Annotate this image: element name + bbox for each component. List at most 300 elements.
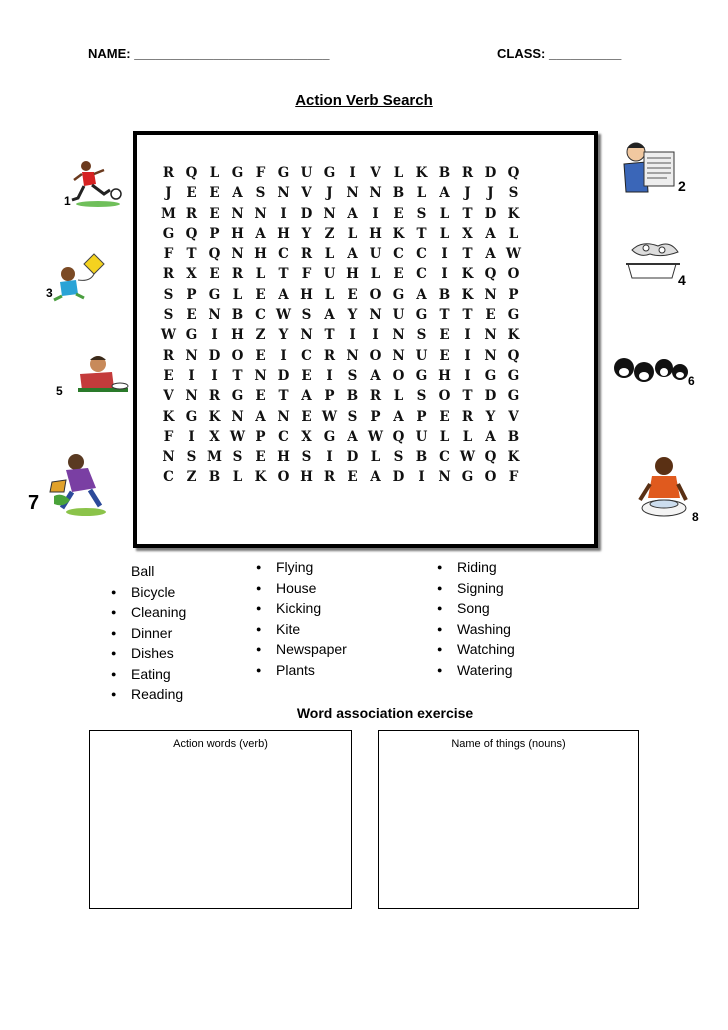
grid-letter[interactable]: N [484,327,497,344]
grid-letter[interactable]: Z [255,327,266,344]
picture-number: 8 [692,510,699,524]
grid-letter[interactable]: I [464,327,471,344]
grid-letter[interactable]: U [369,246,382,263]
grid-letter[interactable]: N [392,327,405,344]
grid-letter[interactable]: A [370,469,381,486]
grid-letter[interactable]: C [163,469,174,486]
grid-letter[interactable]: E [393,266,404,283]
grid-letter[interactable]: L [416,185,427,202]
grid-letter[interactable]: T [278,388,289,405]
grid-letter[interactable]: K [254,469,267,486]
grid-letter[interactable]: N [277,185,290,202]
grid-letter[interactable]: H [438,367,451,384]
grid-letter[interactable]: G [392,286,405,303]
grid-letter[interactable]: S [347,367,358,384]
grid-letter[interactable]: I [418,469,425,486]
grid-letter[interactable]: P [186,286,197,303]
grid-letter[interactable]: I [349,327,356,344]
grid-letter[interactable]: G [162,225,175,242]
grid-letter[interactable]: G [231,388,244,405]
grid-letter[interactable]: A [255,408,266,425]
grid-letter[interactable]: E [186,185,197,202]
bullet-icon: ● [437,623,443,634]
grid-letter[interactable]: W [275,307,292,324]
grid-letter[interactable]: N [346,185,359,202]
grid-letter[interactable]: L [255,266,266,283]
grid-letter[interactable]: K [208,408,221,425]
grid-letter[interactable]: R [461,165,474,181]
grid-letter[interactable]: K [507,449,520,466]
grid-letter[interactable]: V [301,185,312,202]
grid-letter[interactable]: B [346,388,359,405]
grid-letter[interactable]: I [441,246,448,263]
grid-letter[interactable]: S [163,307,174,324]
grid-letter[interactable]: H [231,225,244,242]
grid-letter[interactable]: A [347,205,358,222]
grid-letter[interactable]: H [300,469,313,486]
washing-icon [622,236,684,284]
word-list-item [107,582,186,603]
grid-letter[interactable]: A [370,367,381,384]
grid-letter[interactable]: E [439,347,450,364]
grid-letter[interactable]: L [508,225,519,242]
grid-row [157,244,525,264]
grid-letter[interactable]: G [415,307,428,324]
grid-letter[interactable]: K [507,205,520,222]
grid-letter[interactable]: E [485,307,496,324]
grid-letter[interactable]: O [277,469,290,486]
grid-letter[interactable]: A [324,307,335,324]
grid-letter[interactable]: S [232,449,243,466]
grid-letter[interactable]: N [208,307,221,324]
grid-letter[interactable]: R [323,469,336,486]
nouns-box-label: Name of things (nouns) [451,738,566,750]
grid-letter[interactable]: N [346,347,359,364]
grid-letter[interactable]: G [484,367,497,384]
grid-letter[interactable]: D [484,165,497,181]
grid-letter[interactable]: G [231,165,244,181]
word: Dishes [131,645,174,661]
grid-letter[interactable]: A [347,428,358,445]
grid-letter[interactable]: W [367,428,384,445]
word-search-grid [157,163,525,488]
grid-letter[interactable]: A [485,225,496,242]
grid-letter[interactable]: T [462,205,473,222]
word: Kicking [276,600,322,616]
grid-letter[interactable]: Y [278,327,289,344]
grid-letter[interactable]: D [277,367,290,384]
grid-letter[interactable]: N [185,347,198,364]
grid-letter[interactable]: R [185,205,198,222]
grid-letter[interactable]: O [438,388,451,405]
grid-letter[interactable]: T [186,246,197,263]
grid-letter[interactable]: O [369,286,382,303]
grid-row [157,346,525,366]
grid-letter[interactable]: P [370,408,381,425]
grid-letter[interactable]: E [163,367,174,384]
grid-letter[interactable]: H [346,266,359,283]
grid-letter[interactable]: L [370,266,381,283]
grid-letter[interactable]: H [254,246,267,263]
word-list-column-3 [433,557,515,680]
grid-letter[interactable]: T [462,388,473,405]
grid-letter[interactable]: R [162,165,175,181]
grid-letter[interactable]: A [485,428,496,445]
grid-letter[interactable]: C [416,246,427,263]
grid-letter[interactable]: G [415,367,428,384]
page-title: Action Verb Search [295,92,433,109]
grid-letter[interactable]: N [300,327,313,344]
grid-letter[interactable]: F [301,266,312,283]
grid-letter[interactable]: D [208,347,221,364]
grid-letter[interactable]: C [301,347,312,364]
class-field-label: CLASS: __________ [497,46,622,61]
grid-letter[interactable]: E [347,286,358,303]
grid-letter[interactable]: R [162,347,175,364]
grid-letter[interactable]: H [300,286,313,303]
grid-letter[interactable]: C [255,307,266,324]
bullet-icon: ● [111,648,117,658]
grid-letter[interactable]: M [207,449,222,466]
grid-letter[interactable]: Y [301,225,312,242]
grid-letter[interactable]: R [162,266,175,283]
grid-letter[interactable]: F [163,428,174,445]
grid-letter[interactable]: A [439,185,450,202]
grid-letter[interactable]: B [231,307,244,324]
grid-letter[interactable]: S [301,307,312,324]
grid-letter[interactable]: K [507,327,520,344]
grid-letter[interactable]: O [369,347,382,364]
grid-letter[interactable]: D [484,205,497,222]
grid-letter[interactable]: Q [484,266,497,283]
grid-letter[interactable]: S [416,388,427,405]
grid-letter[interactable]: I [280,347,287,364]
grid-letter[interactable]: E [209,266,220,283]
grid-letter[interactable]: G [323,165,336,181]
grid-letter[interactable]: R [369,388,382,405]
grid-letter[interactable]: E [393,205,404,222]
grid-letter[interactable]: A [278,286,289,303]
grid-letter[interactable]: E [255,388,266,405]
grid-letter[interactable]: S [255,185,266,202]
grid-letter[interactable]: E [301,408,312,425]
grid-letter[interactable]: O [392,367,405,384]
grid-letter[interactable]: G [185,327,198,344]
grid-letter[interactable]: G [461,469,474,486]
grid-letter[interactable]: E [301,367,312,384]
grid-letter[interactable]: K [162,408,175,425]
grid-letter[interactable]: T [324,327,335,344]
grid-letter[interactable]: M [161,205,176,222]
grid-letter[interactable]: J [165,185,172,202]
grid-letter[interactable]: E [255,347,266,364]
grid-letter[interactable]: U [392,307,405,324]
grid-letter[interactable]: R [461,408,474,425]
grid-letter[interactable]: Q [185,225,198,242]
grid-letter[interactable]: D [346,449,359,466]
grid-letter[interactable]: P [255,428,266,445]
grid-letter[interactable]: S [393,449,404,466]
grid-letter[interactable]: C [393,246,404,263]
bullet-icon: ● [256,623,262,634]
exercise-subtitle: Word association exercise [296,705,474,721]
grid-letter[interactable]: W [321,408,338,425]
grid-letter[interactable]: A [485,246,496,263]
word-list-item [107,602,186,623]
grid-letter[interactable]: T [439,307,450,324]
grid-letter[interactable]: C [439,449,450,466]
grid-letter[interactable]: I [188,428,195,445]
grid-letter[interactable]: B [507,428,520,445]
grid-letter[interactable]: J [326,185,333,202]
grid-letter[interactable]: L [393,165,404,181]
singing-clipart [612,354,702,394]
grid-letter[interactable]: N [254,367,267,384]
grid-letter[interactable]: L [209,165,220,181]
grid-letter[interactable]: L [324,286,335,303]
grid-letter[interactable]: G [277,165,290,181]
grid-letter[interactable]: A [232,185,243,202]
grid-letter[interactable]: R [300,246,313,263]
grid-letter[interactable]: W [229,428,246,445]
grid-letter[interactable]: I [441,266,448,283]
eating-clipart [56,354,132,406]
grid-letter[interactable]: C [278,246,289,263]
grid-letter[interactable]: D [484,388,497,405]
grid-letter[interactable]: L [324,246,335,263]
grid-letter[interactable]: V [370,165,381,181]
grid-letter[interactable]: I [464,347,471,364]
grid-letter[interactable]: R [231,266,244,283]
grid-letter[interactable]: I [349,165,356,181]
grid-letter[interactable]: R [323,347,336,364]
grid-letter[interactable]: L [393,388,404,405]
word: Signing [457,579,504,596]
grid-letter[interactable]: S [508,185,519,202]
washing-clipart [622,236,694,288]
grid-letter[interactable]: Q [185,165,198,181]
grid-letter[interactable]: I [211,367,218,384]
grid-letter[interactable]: I [326,367,333,384]
grid-letter[interactable]: A [347,246,358,263]
word: House [276,579,317,596]
grid-letter[interactable]: O [484,469,497,486]
grid-letter[interactable]: G [208,286,221,303]
grid-letter[interactable]: Z [186,469,197,486]
grid-letter[interactable]: S [163,286,174,303]
grid-letter[interactable]: U [415,428,428,445]
grid-letter[interactable]: O [231,347,244,364]
grid-letter[interactable]: X [186,266,197,283]
grid-letter[interactable]: S [347,408,358,425]
grid-letter[interactable]: Q [208,246,221,263]
grid-letter[interactable]: N [231,205,244,222]
grid-letter[interactable]: F [508,469,519,486]
grid-letter[interactable]: E [439,408,450,425]
grid-letter[interactable]: X [209,428,220,445]
grid-row [157,427,525,447]
grid-letter[interactable]: L [370,449,381,466]
word: Watching [457,641,515,657]
grid-letter[interactable]: S [416,327,427,344]
grid-letter[interactable]: H [277,225,290,242]
grid-letter[interactable]: I [188,367,195,384]
word-list-item [252,660,347,681]
grid-letter[interactable]: S [301,449,312,466]
grid-letter[interactable]: W [459,449,476,466]
word: Reading [131,686,184,702]
grid-letter[interactable]: W [505,246,522,263]
grid-letter[interactable]: I [372,327,379,344]
grid-letter[interactable]: Y [485,408,496,425]
verbs-answer-box[interactable] [89,730,352,909]
grid-letter[interactable]: N [392,347,405,364]
grid-letter[interactable]: B [438,286,451,303]
bullet-icon: ● [111,668,117,679]
bullet-icon: ● [111,586,117,597]
word-list-column-2 [252,557,347,680]
grid-letter[interactable]: C [278,428,289,445]
grid-letter[interactable]: I [372,205,379,222]
grid-letter[interactable]: L [439,225,450,242]
grid-letter[interactable]: K [415,165,428,181]
grid-letter[interactable]: X [301,428,312,445]
soccer-player-icon [64,160,134,210]
grid-letter[interactable]: N [162,449,175,466]
grid-letter[interactable]: E [209,185,220,202]
grid-letter[interactable]: H [277,449,290,466]
bullet-icon: ● [256,644,262,654]
grid-letter[interactable]: Z [324,225,335,242]
grid-letter[interactable]: H [231,327,244,344]
word-list-item [252,557,347,578]
grid-letter[interactable]: L [232,469,243,486]
grid-letter[interactable]: G [507,367,520,384]
grid-letter[interactable]: H [369,225,382,242]
grid-letter[interactable]: K [392,225,405,242]
grid-letter[interactable]: N [323,205,336,222]
grid-letter[interactable]: A [416,286,427,303]
grid-letter[interactable]: P [324,388,335,405]
grid-letter[interactable]: N [254,205,267,222]
grid-letter[interactable]: N [231,246,244,263]
grid-letter[interactable]: G [507,388,520,405]
grid-letter[interactable]: P [416,408,427,425]
grid-letter[interactable]: I [280,205,287,222]
grid-letter[interactable]: A [255,225,266,242]
grid-letter[interactable]: Q [507,165,520,181]
grid-letter[interactable]: U [323,266,336,283]
grid-letter[interactable]: J [487,185,494,202]
grid-letter[interactable]: F [255,165,266,181]
grid-letter[interactable]: K [461,286,474,303]
grid-letter[interactable]: N [438,469,451,486]
grid-letter[interactable]: V [163,388,174,405]
grid-letter[interactable]: B [438,165,451,181]
grid-letter[interactable]: N [185,388,198,405]
nouns-answer-box[interactable] [378,730,639,909]
grid-letter[interactable]: A [393,408,404,425]
grid-letter[interactable]: D [392,469,405,486]
grid-letter[interactable]: I [211,327,218,344]
grid-letter[interactable]: T [462,307,473,324]
grid-letter[interactable]: L [439,428,450,445]
grid-letter[interactable]: W [160,327,177,344]
word: Cleaning [131,604,187,620]
grid-letter[interactable]: G [185,408,198,425]
grid-letter[interactable]: V [508,408,519,425]
grid-letter[interactable]: J [464,185,471,202]
grid-letter[interactable]: D [300,205,313,222]
word: Washing [457,620,511,637]
grid-letter[interactable]: E [255,286,266,303]
grid-letter[interactable]: S [416,205,427,222]
grid-letter[interactable]: Q [392,428,405,445]
grid-letter[interactable]: N [369,185,382,202]
word-list-item [252,598,347,619]
grid-letter[interactable]: O [507,266,520,283]
grid-letter[interactable]: E [209,205,220,222]
word: Newspaper [276,641,347,657]
grid-letter[interactable]: Y [347,307,358,324]
grid-letter[interactable]: G [507,307,520,324]
grid-letter[interactable]: N [484,286,497,303]
grid-letter[interactable]: N [231,408,244,425]
grid-letter[interactable]: P [209,225,220,242]
grid-letter[interactable]: B [208,469,221,486]
grid-letter[interactable]: K [461,266,474,283]
grid-letter[interactable]: A [301,388,312,405]
grid-letter[interactable]: E [439,327,450,344]
watering-icon [26,452,124,518]
grid-letter[interactable]: B [392,185,405,202]
grid-letter[interactable]: Q [507,347,520,364]
grid-letter[interactable]: N [277,408,290,425]
grid-letter[interactable]: L [347,225,358,242]
grid-letter[interactable]: E [347,469,358,486]
grid-letter[interactable]: L [462,428,473,445]
grid-letter[interactable]: C [416,266,427,283]
grid-letter[interactable]: N [369,307,382,324]
word-list-item [433,619,515,640]
grid-letter[interactable]: I [464,367,471,384]
grid-letter[interactable]: G [323,428,336,445]
grid-letter[interactable]: S [186,449,197,466]
grid-letter[interactable]: T [416,225,427,242]
grid-letter[interactable]: I [326,449,333,466]
grid-letter[interactable]: U [300,165,313,181]
grid-letter[interactable]: E [186,307,197,324]
grid-letter[interactable]: T [232,367,243,384]
grid-letter[interactable]: T [462,246,473,263]
grid-letter[interactable]: X [462,225,473,242]
grid-letter[interactable]: L [439,205,450,222]
grid-row [157,407,525,427]
grid-letter[interactable]: L [232,286,243,303]
picture-number: 1 [64,194,71,208]
bullet-icon: ● [111,627,117,638]
grid-letter[interactable]: R [208,388,221,405]
grid-letter[interactable]: E [255,449,266,466]
bullet-icon: ● [111,689,117,699]
grid-letter[interactable]: T [278,266,289,283]
grid-letter[interactable]: Q [484,449,497,466]
grid-letter[interactable]: B [415,449,428,466]
grid-letter[interactable]: U [415,347,428,364]
grid-letter[interactable]: N [484,347,497,364]
grid-letter[interactable]: F [163,246,174,263]
grid-letter[interactable]: P [508,286,519,303]
